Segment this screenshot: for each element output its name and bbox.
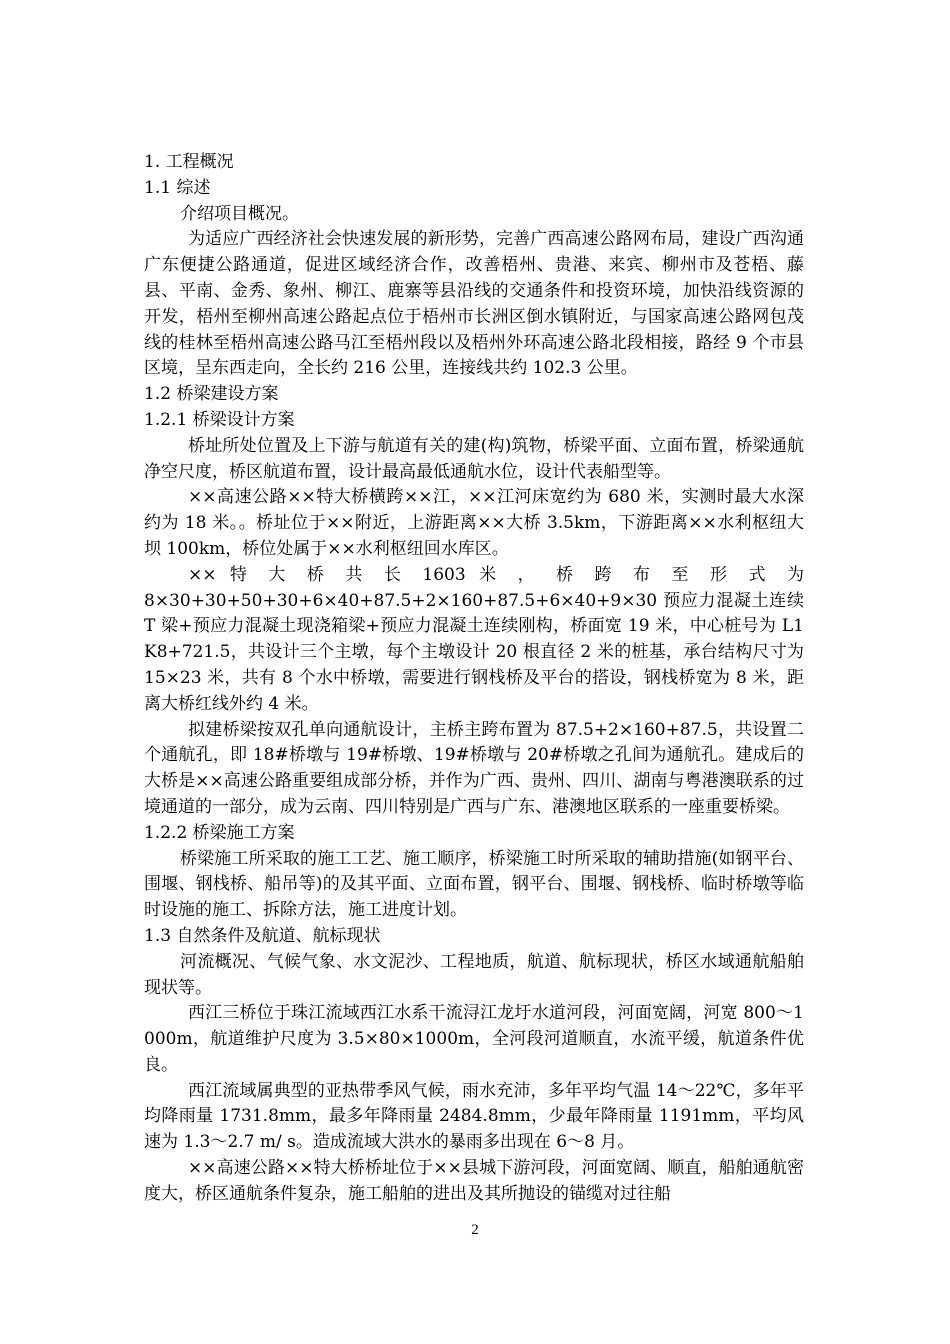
section-heading-1-3: 1.3 自然条件及航道、航标现状 bbox=[144, 925, 381, 946]
paragraph-waterway-status: 西江三桥位于珠江流域西江水系干流浔江龙圩水道河段，河面宽阔，河宽 800～1000m，航道维护尺度为 3.5×80×1000m，全河段河道顺直，水流平缓，航道条件优良。 bbox=[144, 1003, 804, 1075]
section-heading-1: 1. 工程概况 bbox=[144, 152, 234, 172]
section-heading-1-2: 1.2 桥梁建设方案 bbox=[144, 384, 279, 405]
section-heading-1-1: 1.1 综述 bbox=[144, 177, 211, 198]
paragraph-natural-conditions-scope: 河流概况、气候气象、水文泥沙、工程地质，航道、航标现状，桥区水域通航船舶现状等。 bbox=[144, 951, 804, 998]
paragraph-bridge-structure: 8×30+30+50+30+6×40+87.5+2×160+87.5+6×40+9×30 预应力混凝土连续 T 梁+预应力混凝土现浇箱梁+预应力混凝土连续刚构，桥面宽 19 米，中心桩号为 L1K8+721.5，共设计三个主墩，每个主墩设计 20 根直径 2 米的桩基，承台结构尺寸为 15×23 米，共有 8 个水中桥墩，需要进行钢栈桥及平台的搭设，钢栈桥宽为 8 米，距离大桥红线外约 4 米。 bbox=[144, 590, 804, 714]
paragraph-construction-plan: 桥梁施工所采取的施工工艺、施工顺序，桥梁施工时所采取的辅助措施(如钢平台、围堰、钢栈桥、船吊等)的及其平面、立面布置，钢平台、围堰、钢栈桥、临时桥墩等临时设施的施工、拆除方法，施工进度计划。 bbox=[144, 848, 804, 921]
paragraph-navigation-design: 拟建桥梁按双孔单向通航设计，主桥主跨布置为 87.5+2×160+87.5，共设置二个通航孔，即 18#桥墩与 19#桥墩、19#桥墩与 20#桥墩之孔间为通航孔。建成后的大桥是××高速公路重要组成部分桥，并作为广西、贵州、四川、湖南与粤港澳联系的过境通道的一部分，成为云南、四川特别是广西与广东、港澳地区联系的一座重要桥梁。 bbox=[144, 719, 804, 817]
paragraph-project-background: 为适应广西经济社会快速发展的新形势，完善广西高速公路网布局，建设广西沟通广东便捷公路通道，促进区域经济合作，改善梧州、贵港、来宾、柳州市及苍梧、藤县、平南、金秀、象州、柳江、鹿寨等县沿线的交通条件和投资环境，加快沿线资源的开发，梧州至柳州高速公路起点位于梧州市长洲区倒水镇附近，与国家高速公路网包茂线的桂林至梧州高速公路马江至梧州段以及梧州外环高速公路北段相接，路经 9 个市县区境，呈东西走向，全长约 216 公里，连接线共约 102.3 公里。 bbox=[144, 229, 804, 379]
section-heading-1-2-1: 1.2.1 桥梁设计方案 bbox=[144, 409, 295, 430]
paragraph-intro: 介绍项目概况。 bbox=[180, 203, 299, 224]
document-body bbox=[144, 150, 804, 1208]
section-heading-1-2-2: 1.2.2 桥梁施工方案 bbox=[144, 822, 295, 843]
paragraph-bridge-length-line: ×× 特 大 桥 共 长 1603 米 ， 桥 跨 布 至 形 式 为 bbox=[188, 564, 804, 585]
paragraph-climate: 西江流域属典型的亚热带季风气候，雨水充沛，多年平均气温 14～22℃，多年平均降雨量 1731.8mm，最多年降雨量 2484.8mm，少最年降雨量 1191mm，平均风速为 1.3～2.7 m/ s。造成流域大洪水的暴雨多出现在 6～8 月。 bbox=[144, 1080, 804, 1153]
paragraph-navigation-conditions: ××高速公路××特大桥桥址位于××县城下游河段，河面宽阔、顺直，船舶通航密度大，桥区通航条件复杂，施工船舶的进出及其所抛设的锚缆对过往船 bbox=[144, 1158, 804, 1204]
page-number: 2 bbox=[471, 1222, 479, 1238]
paragraph-river-crossing: ××高速公路××特大桥横跨××江，××江河床宽约为 680 米，实测时最大水深约为 18 米。。桥址位于××附近，上游距离××大桥 3.5km，下游距离××水利枢纽大坝 100km，桥位处属于××水利枢纽回水库区。 bbox=[144, 487, 804, 559]
paragraph-design-scope: 桥址所处位置及上下游与航道有关的建(构)筑物，桥梁平面、立面布置，桥梁通航净空尺度，桥区航道布置，设计最高最低通航水位，设计代表船型等。 bbox=[144, 435, 804, 482]
